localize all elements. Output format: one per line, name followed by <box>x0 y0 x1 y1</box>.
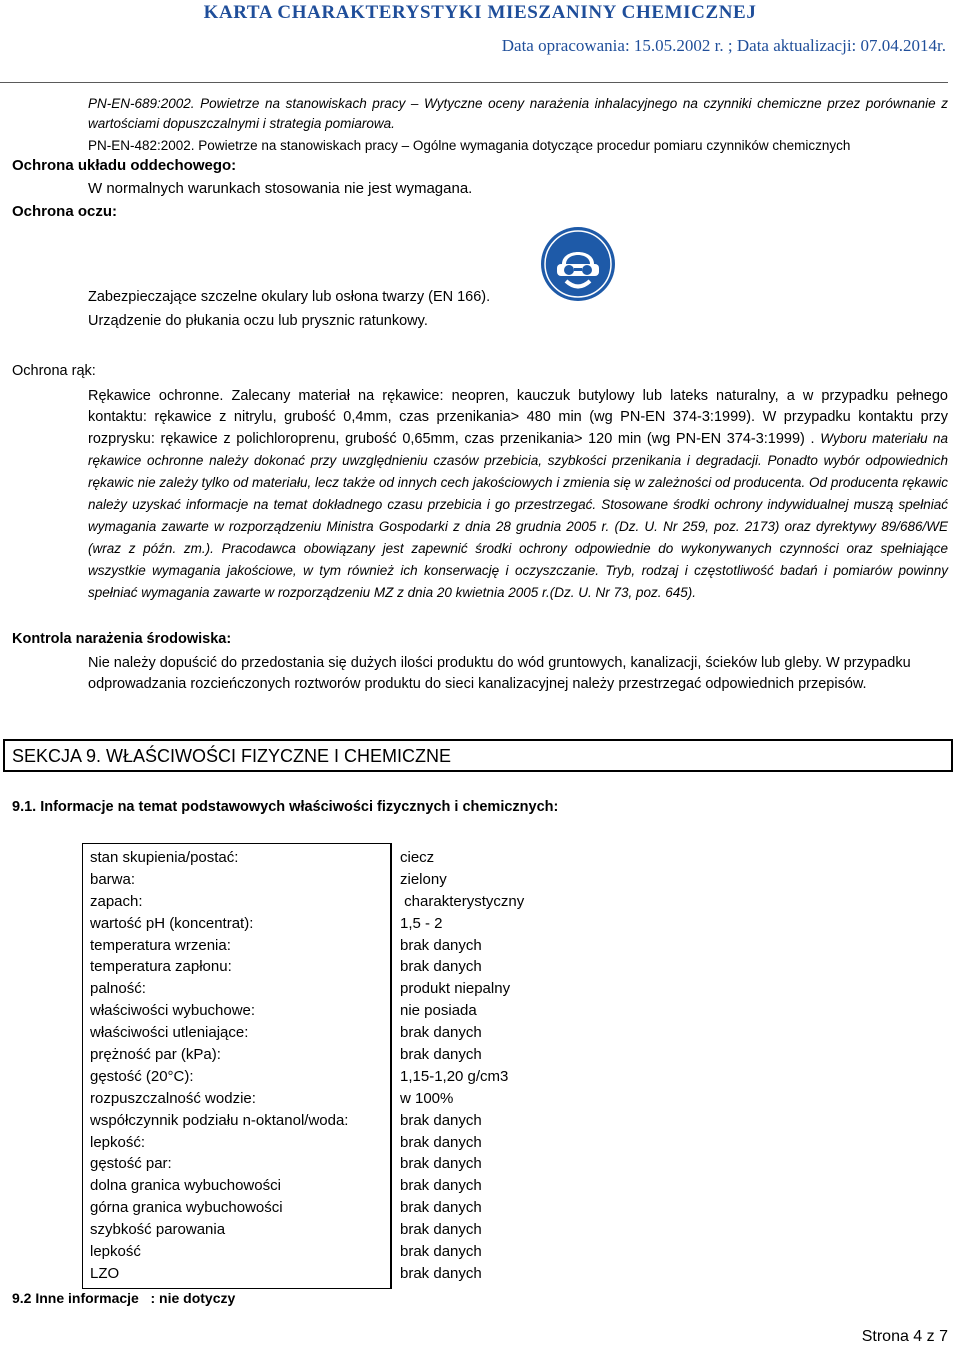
section-9-1-heading: 9.1. Informacje na temat podstawowych właściwości fizycznych i chemicznych: <box>12 799 559 815</box>
property-label: właściwości wybuchowe: <box>90 1002 256 1020</box>
header-divider <box>0 82 948 83</box>
property-label: zapach: <box>90 892 143 910</box>
property-value: brak danych <box>400 1046 482 1064</box>
property-value: nie posiada <box>400 1002 477 1020</box>
property-label: stan skupienia/postać: <box>90 849 239 866</box>
property-value: brak danych <box>400 1221 482 1239</box>
document-dates: Data opracowania: 15.05.2002 r. ; Data aktualizacji: 07.04.2014r. <box>501 36 946 55</box>
property-value: brak danych <box>400 1177 482 1195</box>
property-label: prężność par (kPa): <box>90 1046 221 1064</box>
goggles-mandatory-icon <box>540 226 616 302</box>
property-label: szybkość parowania <box>90 1221 226 1239</box>
standard-pn-en-689: PN-EN-689:2002. Powietrze na stanowiskach pracy – Wytyczne oceny narażenia inhalacyjnego na czynniki chemiczne przez porównanie z wartościami dopuszczalnymi i strategia pomiarowa. <box>88 96 948 131</box>
hand-protection-main-text: Rękawice ochronne. Zalecany materiał na rękawice: neopren, kauczuk butylowy lub lateks naturalny, a w przypadku pełnego kontaktu: rękawice z nitrylu, grubość 0,4mm, czas przenikania> 480 min (wg PN-EN 374-3:1999). W przypadku kontaktu przy rozprysku: rękawice z polichloroprenu, grubość 0,65mm, czas przenikania> 120 min (wg PN-EN 374-3:1999) . <box>88 388 948 447</box>
property-value: 1,5 - 2 <box>400 914 443 932</box>
property-value: brak danych <box>400 1243 482 1261</box>
property-label: temperatura wrzenia: <box>90 936 231 954</box>
property-label: dolna granica wybuchowości <box>90 1177 281 1195</box>
property-label: górna granica wybuchowości <box>90 1199 283 1217</box>
eye-protection-heading: Ochrona oczu: <box>12 203 118 220</box>
property-value: brak danych <box>400 1024 482 1042</box>
property-value: brak danych <box>400 1111 482 1129</box>
property-value: charakterystyczny <box>400 892 525 910</box>
hand-protection-paragraph <box>88 386 948 604</box>
property-label: lepkość <box>90 1243 141 1261</box>
property-label: lepkość: <box>90 1133 146 1151</box>
property-label: gęstość (20°C): <box>90 1067 194 1085</box>
property-value: brak danych <box>400 1264 482 1282</box>
eye-protection-line2: Urządzenie do płukania oczu lub prysznic ratunkowy. <box>88 313 428 329</box>
property-label: właściwości utleniające: <box>90 1024 249 1042</box>
property-value: brak danych <box>400 1155 482 1173</box>
respiratory-text: W normalnych warunkach stosowania nie jest wymagana. <box>88 180 473 197</box>
property-value: zielony <box>400 870 447 888</box>
page-number: Strona 4 z 7 <box>861 1328 948 1345</box>
properties-labels <box>90 847 348 1285</box>
property-label: palność: <box>90 980 146 998</box>
property-label: współczynnik podziału n-oktanol/woda: <box>90 1111 349 1129</box>
property-label: temperatura zapłonu: <box>90 958 232 976</box>
respiratory-heading: Ochrona układu oddechowego: <box>12 157 237 174</box>
section-9-title: SEKCJA 9. WŁAŚCIWOŚCI FIZYCZNE I CHEMICZNE <box>12 746 452 766</box>
property-value: 1,15-1,20 g/cm3 <box>400 1067 509 1085</box>
property-label: wartość pH (koncentrat): <box>90 914 254 932</box>
document-title: KARTA CHARAKTERYSTYKI MIESZANINY CHEMICZNEJ <box>203 2 757 23</box>
property-value: produkt niepalny <box>400 980 511 998</box>
property-value: w 100% <box>400 1089 454 1107</box>
standard-pn-en-482 <box>88 136 948 156</box>
property-value: brak danych <box>400 936 482 954</box>
eye-protection-line1: Zabezpieczające szczelne okulary lub osłona twarzy (EN 166). <box>88 289 491 305</box>
hand-protection-italic-text: Wyboru materiału na rękawice ochronne należy dokonać przy uwzględnieniu czasów przebicia, szybkości przenikania i degradacji. Ponadto wybór odpowiednich rękawic nie zależy tylko od materiału, lecz także od innych cech jakościowych i zmienia się w zależności od producenta. Od producenta rękawic należy uzyskać informacje na temat dokładnego czasu przebicia i go przestrzegać. Stosowane środki ochrony indywidualnej muszą spełniać wymagania zawarte w rozporządzeniu Ministra Gospodarki z dnia 28 grudnia 2005 r. (Dz. U. Nr 259, poz. 2173) oraz dyrektywy 89/686/WE (wraz z późn. zm.). Pracodawca obowiązany jest zapewnić środki ochrony odpowiednie do wykonywanych czynności oraz spełniające wszystkie wymagania jakościowe, w tym również ich konserwację i oczyszczanie. Tryb, rodzaj i częstotliwość badań i pomiarów powinny spełniać wymagania zawarte w rozporządzeniu MZ z dnia 20 kwietnia 2005 r.(Dz. U. Nr 73, poz. 645). <box>88 431 948 600</box>
property-label: LZO <box>90 1264 120 1282</box>
environment-text: Nie należy dopuścić do przedostania się dużych ilości produktu do wód gruntowych, kanalizacji, ścieków lub gleby. W przypadku odprowadzania rozcieńczonych roztworów produktu do sieci kanalizacyjnej należy przestrzegać odpowiednich przepisów. <box>88 655 911 692</box>
property-value: ciecz <box>400 849 435 866</box>
hand-protection-heading: Ochrona rąk: <box>12 363 96 379</box>
property-label: gęstość par: <box>90 1155 172 1173</box>
property-label: rozpuszczalność wodzie: <box>90 1089 256 1107</box>
section-9-2-text: 9.2 Inne informacje : nie dotyczy <box>12 1290 236 1306</box>
property-value: brak danych <box>400 1133 482 1151</box>
property-label: barwa: <box>90 870 136 888</box>
standard-pn-en-482-text: PN-EN-482:2002. Powietrze na stanowiskach pracy – Ogólne wymagania dotyczące procedur pomiaru czynników chemicznych <box>88 138 851 153</box>
property-value: brak danych <box>400 958 482 976</box>
property-value: brak danych <box>400 1199 482 1217</box>
environment-heading: Kontrola narażenia środowiska: <box>12 631 232 647</box>
properties-values <box>400 847 524 1285</box>
